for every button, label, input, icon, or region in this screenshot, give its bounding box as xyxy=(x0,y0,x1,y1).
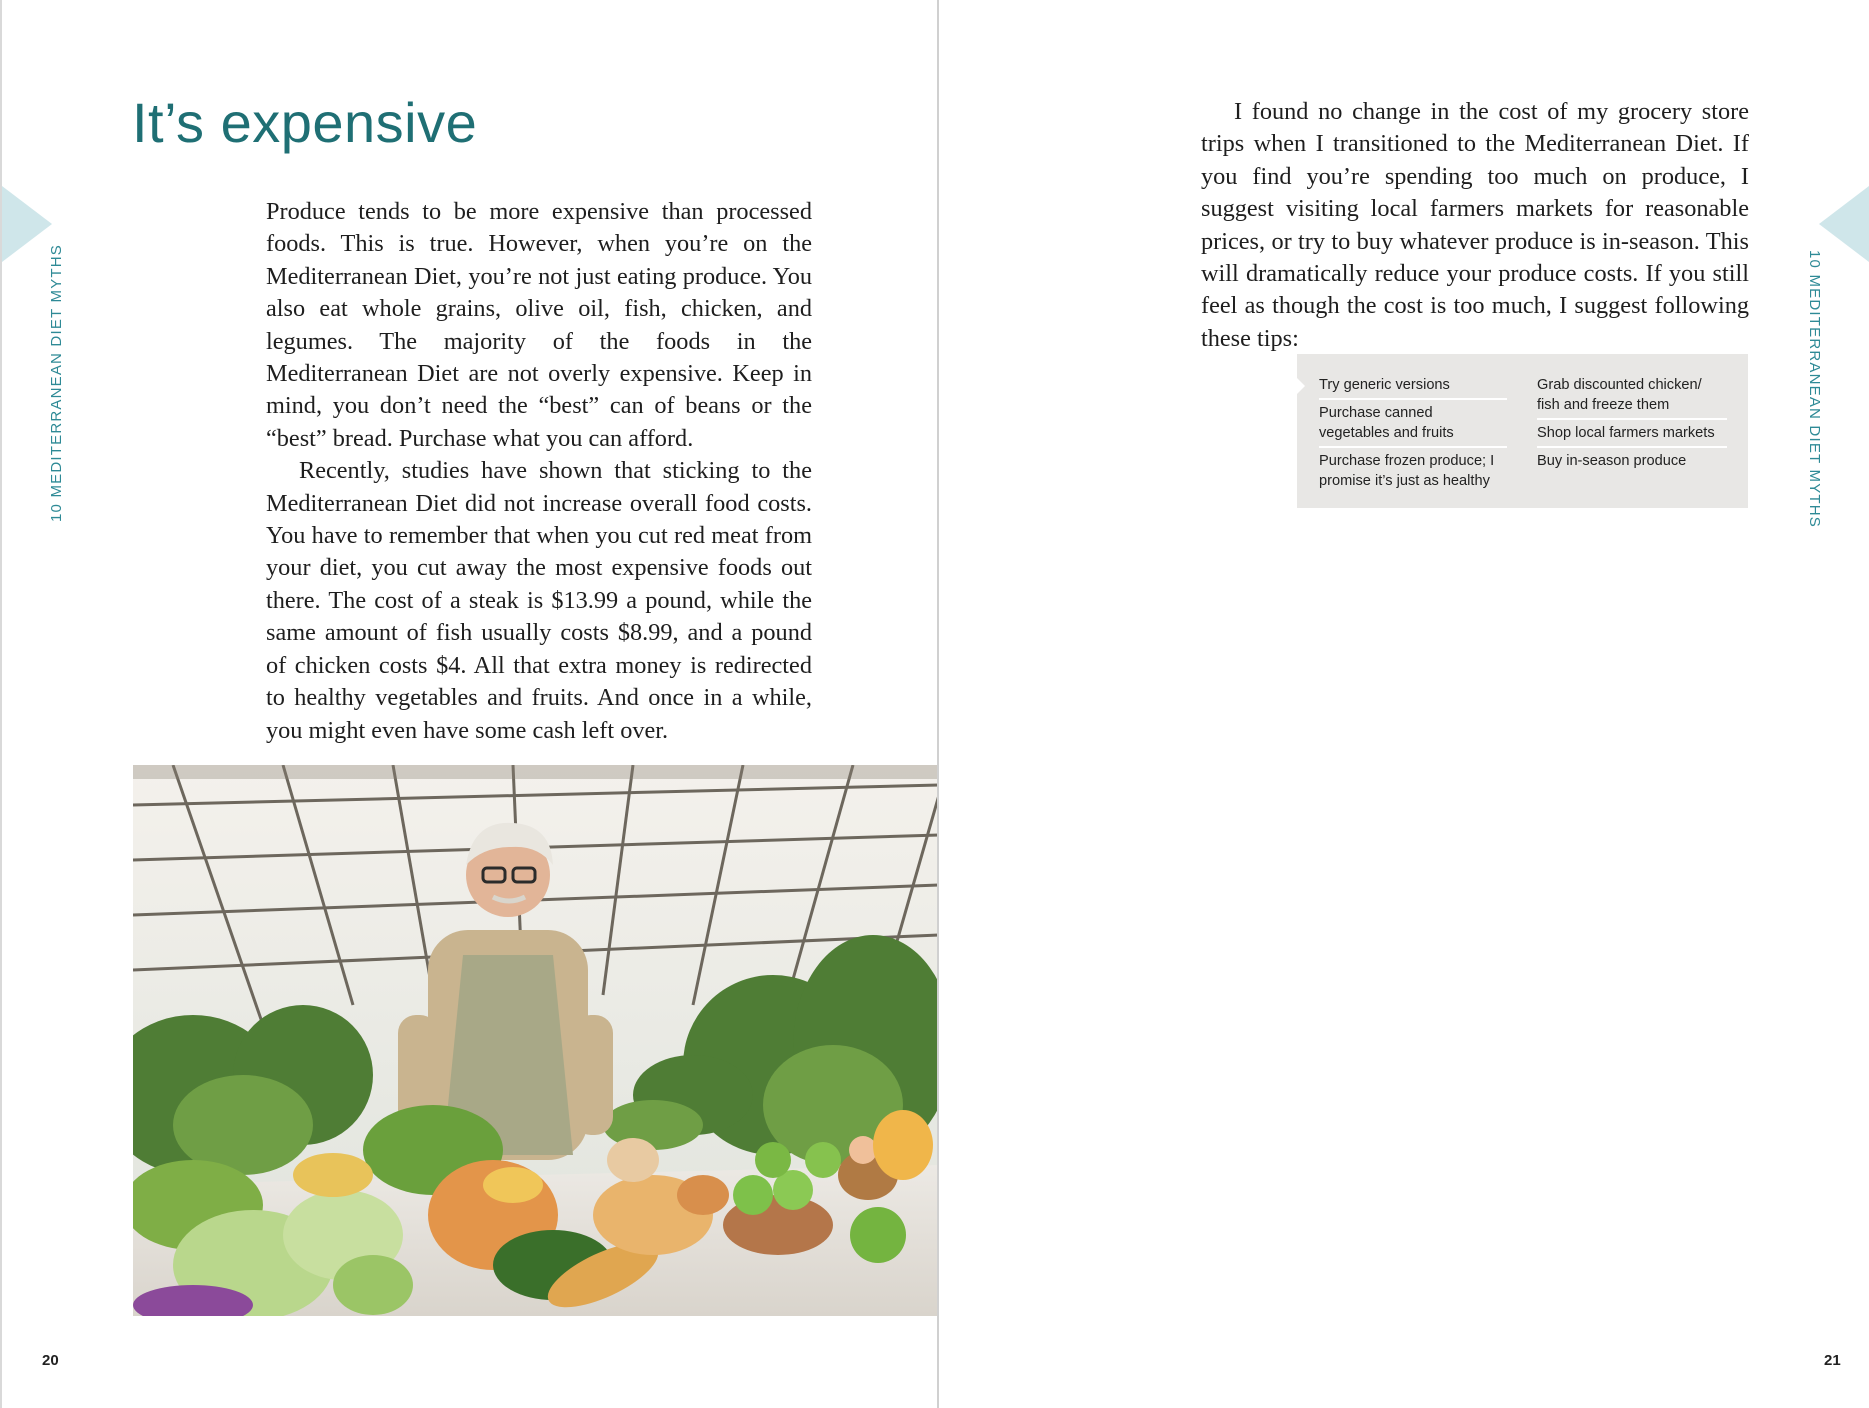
greenhouse-photo xyxy=(133,765,939,1316)
tip-item: Grab discounted chicken/ fish and freeze them xyxy=(1537,372,1727,420)
paragraph: Produce tends to be more expensive than processed foods. This is true. However, when you’re on the Mediterranean Diet, you’re not just eating produce. You also eat whole grains, olive oil, fish, chicken, and legumes. The majority of the foods in the Mediterranean Diet are not overly expensive. Keep in mind, you don’t need the “best” can of beans or the “best” bread. Purchase what you can afford. xyxy=(266,198,812,452)
tips-column-1 xyxy=(1319,372,1507,494)
paragraph: I found no change in the cost of my grocery store trips when I transitioned to the Mediterranean Diet. If you find you’re spending too much on produce, I suggest visiting local farmers markets for reasonable prices, or try to buy whatever produce is in-season. This will dramatically reduce your produce costs. If you still feel as though the cost is too much, I suggest following these tips: xyxy=(1201,98,1749,352)
tip-item: Buy in-season produce xyxy=(1537,453,1687,469)
side-tab-marker xyxy=(2,186,52,262)
page-number: 21 xyxy=(1824,1352,1841,1369)
greenhouse-illustration xyxy=(133,765,939,1316)
body-text xyxy=(1201,96,1749,355)
tips-box xyxy=(1297,354,1748,508)
right-page xyxy=(939,0,1869,1408)
tip-item: Purchase frozen produce; I promise it’s just as healthy xyxy=(1319,453,1495,489)
tip-item: Shop local farmers markets xyxy=(1537,420,1727,448)
running-head: 10 MEDITERRANEAN DIET MYTHS xyxy=(1806,250,1823,528)
tips-column-2 xyxy=(1537,372,1727,494)
body-text xyxy=(266,196,812,747)
side-tab-marker xyxy=(1819,186,1869,262)
tip-item: Try generic versions xyxy=(1319,372,1507,400)
page-number: 20 xyxy=(42,1352,59,1369)
tip-item: Purchase canned vegetables and fruits xyxy=(1319,400,1507,448)
running-head: 10 MEDITERRANEAN DIET MYTHS xyxy=(48,244,65,522)
paragraph: Recently, studies have shown that sticking to the Mediterranean Diet did not increase overall food costs. You have to remember that when you cut red meat from your diet, you cut away the most expensive foods out there. The cost of a steak is $13.99 a pound, while the same amount of fish usually costs $8.99, and a pound of chicken costs $4. All that extra money is redirected to healthy vegetables and fruits. And once in a while, you might even have some cash left over. xyxy=(266,457,812,744)
section-heading: It’s expensive xyxy=(132,91,478,154)
